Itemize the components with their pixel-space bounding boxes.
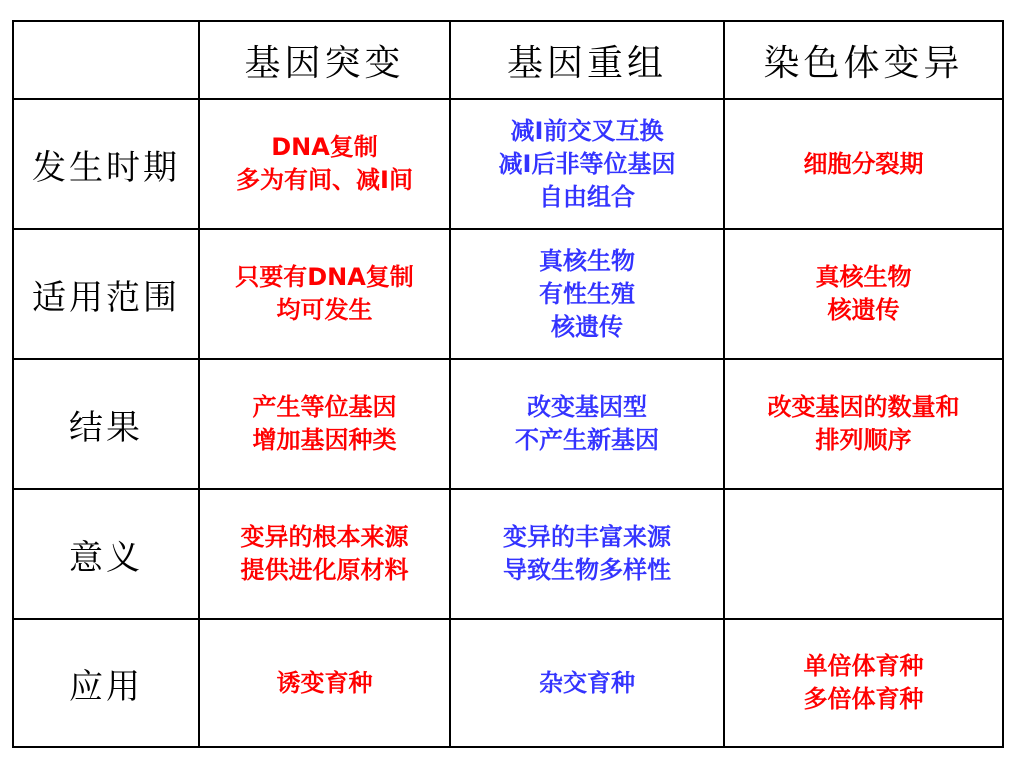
table-row	[13, 229, 1003, 359]
cell-chromosome-application: 单倍体育种 多倍体育种	[724, 619, 1003, 747]
header-chromosome-variation: 染色体变异	[724, 21, 1003, 99]
row-label-scope: 适用范围	[13, 229, 199, 359]
header-corner	[13, 21, 199, 99]
cell-chromosome-timing: 细胞分裂期	[724, 99, 1003, 229]
comparison-table	[12, 20, 1004, 748]
row-label-result: 结果	[13, 359, 199, 489]
cell-recombination-timing: 减I前交叉互换 减I后非等位基因 自由组合	[450, 99, 724, 229]
cell-mutation-significance: 变异的根本来源 提供进化原材料	[199, 489, 450, 619]
table-row	[13, 359, 1003, 489]
cell-recombination-result: 改变基因型 不产生新基因	[450, 359, 724, 489]
cell-mutation-scope: 只要有DNA复制 均可发生	[199, 229, 450, 359]
row-label-timing: 发生时期	[13, 99, 199, 229]
cell-mutation-application: 诱变育种	[199, 619, 450, 747]
header-row	[13, 21, 1003, 99]
cell-recombination-application: 杂交育种	[450, 619, 724, 747]
table-row	[13, 489, 1003, 619]
cell-chromosome-significance	[724, 489, 1003, 619]
cell-chromosome-scope: 真核生物 核遗传	[724, 229, 1003, 359]
row-label-significance: 意义	[13, 489, 199, 619]
row-label-application: 应用	[13, 619, 199, 747]
table-row	[13, 619, 1003, 747]
header-gene-recombination: 基因重组	[450, 21, 724, 99]
cell-recombination-scope: 真核生物 有性生殖 核遗传	[450, 229, 724, 359]
header-gene-mutation: 基因突变	[199, 21, 450, 99]
cell-mutation-timing: DNA复制 多为有间、减I间	[199, 99, 450, 229]
table-row	[13, 99, 1003, 229]
cell-mutation-result: 产生等位基因 增加基因种类	[199, 359, 450, 489]
cell-recombination-significance: 变异的丰富来源 导致生物多样性	[450, 489, 724, 619]
cell-chromosome-result: 改变基因的数量和 排列顺序	[724, 359, 1003, 489]
